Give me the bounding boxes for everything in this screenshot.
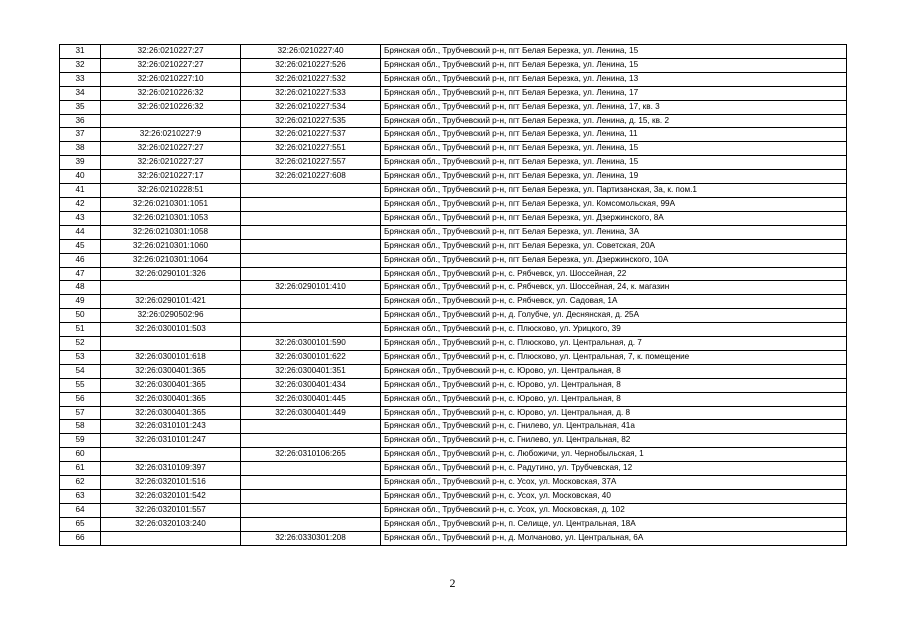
row-number-cell: 41	[60, 184, 101, 198]
object-cadastral-number-cell: 32:26:0300401:351	[241, 364, 381, 378]
object-cadastral-number-cell	[241, 434, 381, 448]
cadastral-number-cell: 32:26:0210301:1064	[101, 253, 241, 267]
property-table-body	[60, 45, 847, 546]
address-cell: Брянская обл., Трубчевский р-н, с. Юрово, ул. Центральная, 8	[381, 392, 847, 406]
cadastral-number-cell: 32:26:0210301:1058	[101, 225, 241, 239]
row-number-cell: 52	[60, 337, 101, 351]
row-number-cell: 49	[60, 295, 101, 309]
cadastral-number-cell: 32:26:0210227:10	[101, 72, 241, 86]
row-number-cell: 47	[60, 267, 101, 281]
address-cell: Брянская обл., Трубчевский р-н, пгт Белая Березка, ул. Советская, 20А	[381, 239, 847, 253]
cadastral-number-cell: 32:26:0320101:516	[101, 476, 241, 490]
row-number-cell: 59	[60, 434, 101, 448]
object-cadastral-number-cell: 32:26:0210227:533	[241, 86, 381, 100]
cadastral-number-cell: 32:26:0210301:1060	[101, 239, 241, 253]
cadastral-number-cell: 32:26:0320101:557	[101, 503, 241, 517]
cadastral-number-cell: 32:26:0210226:32	[101, 100, 241, 114]
cadastral-number-cell: 32:26:0210227:27	[101, 45, 241, 59]
object-cadastral-number-cell: 32:26:0210227:537	[241, 128, 381, 142]
table-row	[60, 392, 847, 406]
row-number-cell: 61	[60, 462, 101, 476]
address-cell: Брянская обл., Трубчевский р-н, с. Плюсково, ул. Центральная, 7, к. помещение	[381, 350, 847, 364]
address-cell: Брянская обл., Трубчевский р-н, пгт Белая Березка, ул. Ленина, 13	[381, 72, 847, 86]
object-cadastral-number-cell: 32:26:0290101:410	[241, 281, 381, 295]
table-row	[60, 100, 847, 114]
table-row	[60, 156, 847, 170]
address-cell: Брянская обл., Трубчевский р-н, с. Усох, ул. Московская, д. 102	[381, 503, 847, 517]
object-cadastral-number-cell: 32:26:0210227:608	[241, 170, 381, 184]
object-cadastral-number-cell	[241, 267, 381, 281]
row-number-cell: 38	[60, 142, 101, 156]
address-cell: Брянская обл., Трубчевский р-н, пгт Белая Березка, ул. Ленина, 15	[381, 156, 847, 170]
address-cell: Брянская обл., Трубчевский р-н, с. Усох, ул. Московская, 40	[381, 490, 847, 504]
object-cadastral-number-cell	[241, 309, 381, 323]
row-number-cell: 43	[60, 211, 101, 225]
table-row	[60, 420, 847, 434]
object-cadastral-number-cell: 32:26:0210227:40	[241, 45, 381, 59]
cadastral-number-cell: 32:26:0300401:365	[101, 378, 241, 392]
cadastral-number-cell: 32:26:0290502:96	[101, 309, 241, 323]
table-row	[60, 378, 847, 392]
row-number-cell: 57	[60, 406, 101, 420]
row-number-cell: 46	[60, 253, 101, 267]
address-cell: Брянская обл., Трубчевский р-н, пгт Белая Березка, ул. Ленина, 15	[381, 45, 847, 59]
row-number-cell: 44	[60, 225, 101, 239]
cadastral-number-cell: 32:26:0300101:618	[101, 350, 241, 364]
object-cadastral-number-cell: 32:26:0210227:557	[241, 156, 381, 170]
address-cell: Брянская обл., Трубчевский р-н, пгт Белая Березка, ул. Партизанская, 3а, к. пом.1	[381, 184, 847, 198]
cadastral-number-cell: 32:26:0300101:503	[101, 323, 241, 337]
table-row	[60, 253, 847, 267]
table-row	[60, 434, 847, 448]
object-cadastral-number-cell: 32:26:0210227:534	[241, 100, 381, 114]
address-cell: Брянская обл., Трубчевский р-н, д. Молчаново, ул. Центральная, 6А	[381, 531, 847, 545]
row-number-cell: 42	[60, 197, 101, 211]
table-row	[60, 406, 847, 420]
object-cadastral-number-cell	[241, 295, 381, 309]
row-number-cell: 63	[60, 490, 101, 504]
row-number-cell: 50	[60, 309, 101, 323]
object-cadastral-number-cell: 32:26:0300401:434	[241, 378, 381, 392]
address-cell: Брянская обл., Трубчевский р-н, с. Юрово, ул. Центральная, 8	[381, 364, 847, 378]
cadastral-number-cell: 32:26:0310101:247	[101, 434, 241, 448]
cadastral-number-cell: 32:26:0210228:51	[101, 184, 241, 198]
row-number-cell: 60	[60, 448, 101, 462]
row-number-cell: 65	[60, 517, 101, 531]
table-row	[60, 142, 847, 156]
address-cell: Брянская обл., Трубчевский р-н, пгт Белая Березка, ул. Ленина, 19	[381, 170, 847, 184]
object-cadastral-number-cell: 32:26:0210227:526	[241, 58, 381, 72]
row-number-cell: 56	[60, 392, 101, 406]
address-cell: Брянская обл., Трубчевский р-н, с. Юрово, ул. Центральная, д. 8	[381, 406, 847, 420]
object-cadastral-number-cell	[241, 420, 381, 434]
table-row	[60, 211, 847, 225]
object-cadastral-number-cell	[241, 517, 381, 531]
cadastral-number-cell: 32:26:0210227:27	[101, 58, 241, 72]
row-number-cell: 45	[60, 239, 101, 253]
address-cell: Брянская обл., Трубчевский р-н, пгт Белая Березка, ул. Ленина, д. 15, кв. 2	[381, 114, 847, 128]
table-row	[60, 281, 847, 295]
table-row	[60, 45, 847, 59]
table-row	[60, 128, 847, 142]
table-row	[60, 114, 847, 128]
object-cadastral-number-cell	[241, 503, 381, 517]
cadastral-number-cell	[101, 531, 241, 545]
address-cell: Брянская обл., Трубчевский р-н, пгт Белая Березка, ул. Дзержинского, 8А	[381, 211, 847, 225]
object-cadastral-number-cell: 32:26:0210227:532	[241, 72, 381, 86]
object-cadastral-number-cell	[241, 253, 381, 267]
table-row	[60, 323, 847, 337]
object-cadastral-number-cell: 32:26:0310106:265	[241, 448, 381, 462]
address-cell: Брянская обл., Трубчевский р-н, пгт Белая Березка, ул. Ленина, 3А	[381, 225, 847, 239]
row-number-cell: 55	[60, 378, 101, 392]
table-row	[60, 448, 847, 462]
table-row	[60, 58, 847, 72]
row-number-cell: 53	[60, 350, 101, 364]
row-number-cell: 34	[60, 86, 101, 100]
object-cadastral-number-cell: 32:26:0330301:208	[241, 531, 381, 545]
row-number-cell: 31	[60, 45, 101, 59]
address-cell: Брянская обл., Трубчевский р-н, пгт Белая Березка, ул. Дзержинского, 10А	[381, 253, 847, 267]
object-cadastral-number-cell	[241, 476, 381, 490]
address-cell: Брянская обл., Трубчевский р-н, д. Голубче, ул. Деснянская, д. 25А	[381, 309, 847, 323]
object-cadastral-number-cell: 32:26:0300401:445	[241, 392, 381, 406]
cadastral-number-cell: 32:26:0210227:27	[101, 156, 241, 170]
address-cell: Брянская обл., Трубчевский р-н, с. Плюсково, ул. Центральная, д. 7	[381, 337, 847, 351]
row-number-cell: 62	[60, 476, 101, 490]
cadastral-number-cell: 32:26:0210227:17	[101, 170, 241, 184]
cadastral-number-cell: 32:26:0310109:397	[101, 462, 241, 476]
table-row	[60, 337, 847, 351]
object-cadastral-number-cell: 32:26:0210227:535	[241, 114, 381, 128]
address-cell: Брянская обл., Трубчевский р-н, с. Усох, ул. Московская, 37А	[381, 476, 847, 490]
object-cadastral-number-cell	[241, 239, 381, 253]
table-row	[60, 350, 847, 364]
table-row	[60, 72, 847, 86]
object-cadastral-number-cell: 32:26:0300401:449	[241, 406, 381, 420]
table-row	[60, 295, 847, 309]
cadastral-number-cell: 32:26:0320101:542	[101, 490, 241, 504]
object-cadastral-number-cell	[241, 197, 381, 211]
address-cell: Брянская обл., Трубчевский р-н, пгт Белая Березка, ул. Ленина, 15	[381, 58, 847, 72]
table-row	[60, 197, 847, 211]
row-number-cell: 37	[60, 128, 101, 142]
address-cell: Брянская обл., Трубчевский р-н, с. Рябчевск, ул. Садовая, 1А	[381, 295, 847, 309]
row-number-cell: 48	[60, 281, 101, 295]
cadastral-number-cell: 32:26:0290101:326	[101, 267, 241, 281]
cadastral-number-cell: 32:26:0210227:27	[101, 142, 241, 156]
address-cell: Брянская обл., Трубчевский р-н, с. Гнилево, ул. Центральная, 41а	[381, 420, 847, 434]
table-row	[60, 517, 847, 531]
cadastral-number-cell: 32:26:0210226:32	[101, 86, 241, 100]
object-cadastral-number-cell: 32:26:0300101:590	[241, 337, 381, 351]
cadastral-number-cell: 32:26:0210227:9	[101, 128, 241, 142]
row-number-cell: 33	[60, 72, 101, 86]
cadastral-number-cell	[101, 448, 241, 462]
address-cell: Брянская обл., Трубчевский р-н, пгт Белая Березка, ул. Ленина, 17, кв. 3	[381, 100, 847, 114]
object-cadastral-number-cell	[241, 184, 381, 198]
object-cadastral-number-cell	[241, 225, 381, 239]
address-cell: Брянская обл., Трубчевский р-н, пгт Белая Березка, ул. Ленина, 15	[381, 142, 847, 156]
page-number: 2	[449, 576, 456, 590]
row-number-cell: 54	[60, 364, 101, 378]
cadastral-number-cell: 32:26:0210301:1053	[101, 211, 241, 225]
cadastral-number-cell: 32:26:0300401:365	[101, 364, 241, 378]
table-row	[60, 170, 847, 184]
row-number-cell: 35	[60, 100, 101, 114]
table-row	[60, 309, 847, 323]
cadastral-number-cell: 32:26:0210301:1051	[101, 197, 241, 211]
table-row	[60, 476, 847, 490]
row-number-cell: 64	[60, 503, 101, 517]
address-cell: Брянская обл., Трубчевский р-н, с. Любожичи, ул. Чернобыльская, 1	[381, 448, 847, 462]
cadastral-number-cell: 32:26:0300401:365	[101, 392, 241, 406]
table-row	[60, 267, 847, 281]
table-row	[60, 184, 847, 198]
object-cadastral-number-cell	[241, 462, 381, 476]
object-cadastral-number-cell: 32:26:0210227:551	[241, 142, 381, 156]
row-number-cell: 32	[60, 58, 101, 72]
cadastral-number-cell	[101, 281, 241, 295]
row-number-cell: 66	[60, 531, 101, 545]
table-row	[60, 462, 847, 476]
cadastral-number-cell: 32:26:0290101:421	[101, 295, 241, 309]
address-cell: Брянская обл., Трубчевский р-н, с. Радутино, ул. Трубчевская, 12	[381, 462, 847, 476]
address-cell: Брянская обл., Трубчевский р-н, с. Плюсково, ул. Урицкого, 39	[381, 323, 847, 337]
cadastral-number-cell	[101, 337, 241, 351]
table-row	[60, 490, 847, 504]
cadastral-number-cell: 32:26:0310101:243	[101, 420, 241, 434]
table-row	[60, 86, 847, 100]
table-row	[60, 503, 847, 517]
object-cadastral-number-cell: 32:26:0300101:622	[241, 350, 381, 364]
address-cell: Брянская обл., Трубчевский р-н, пгт Белая Березка, ул. Ленина, 17	[381, 86, 847, 100]
object-cadastral-number-cell	[241, 490, 381, 504]
row-number-cell: 36	[60, 114, 101, 128]
address-cell: Брянская обл., Трубчевский р-н, пгт Белая Березка, ул. Ленина, 11	[381, 128, 847, 142]
address-cell: Брянская обл., Трубчевский р-н, с. Рябчевск, ул. Шоссейная, 24, к. магазин	[381, 281, 847, 295]
cadastral-number-cell	[101, 114, 241, 128]
table-row	[60, 531, 847, 545]
cadastral-number-cell: 32:26:0300401:365	[101, 406, 241, 420]
address-cell: Брянская обл., Трубчевский р-н, пгт Белая Березка, ул. Комсомольская, 99А	[381, 197, 847, 211]
address-cell: Брянская обл., Трубчевский р-н, с. Юрово, ул. Центральная, 8	[381, 378, 847, 392]
table-row	[60, 239, 847, 253]
row-number-cell: 39	[60, 156, 101, 170]
row-number-cell: 40	[60, 170, 101, 184]
row-number-cell: 58	[60, 420, 101, 434]
object-cadastral-number-cell	[241, 211, 381, 225]
object-cadastral-number-cell	[241, 323, 381, 337]
cadastral-number-cell: 32:26:0320103:240	[101, 517, 241, 531]
table-row	[60, 225, 847, 239]
property-table	[59, 44, 847, 546]
address-cell: Брянская обл., Трубчевский р-н, с. Рябчевск, ул. Шоссейная, 22	[381, 267, 847, 281]
table-row	[60, 364, 847, 378]
row-number-cell: 51	[60, 323, 101, 337]
address-cell: Брянская обл., Трубчевский р-н, с. Гнилево, ул. Центральная, 82	[381, 434, 847, 448]
address-cell: Брянская обл., Трубчевский р-н, п. Селище, ул. Центральная, 18А	[381, 517, 847, 531]
